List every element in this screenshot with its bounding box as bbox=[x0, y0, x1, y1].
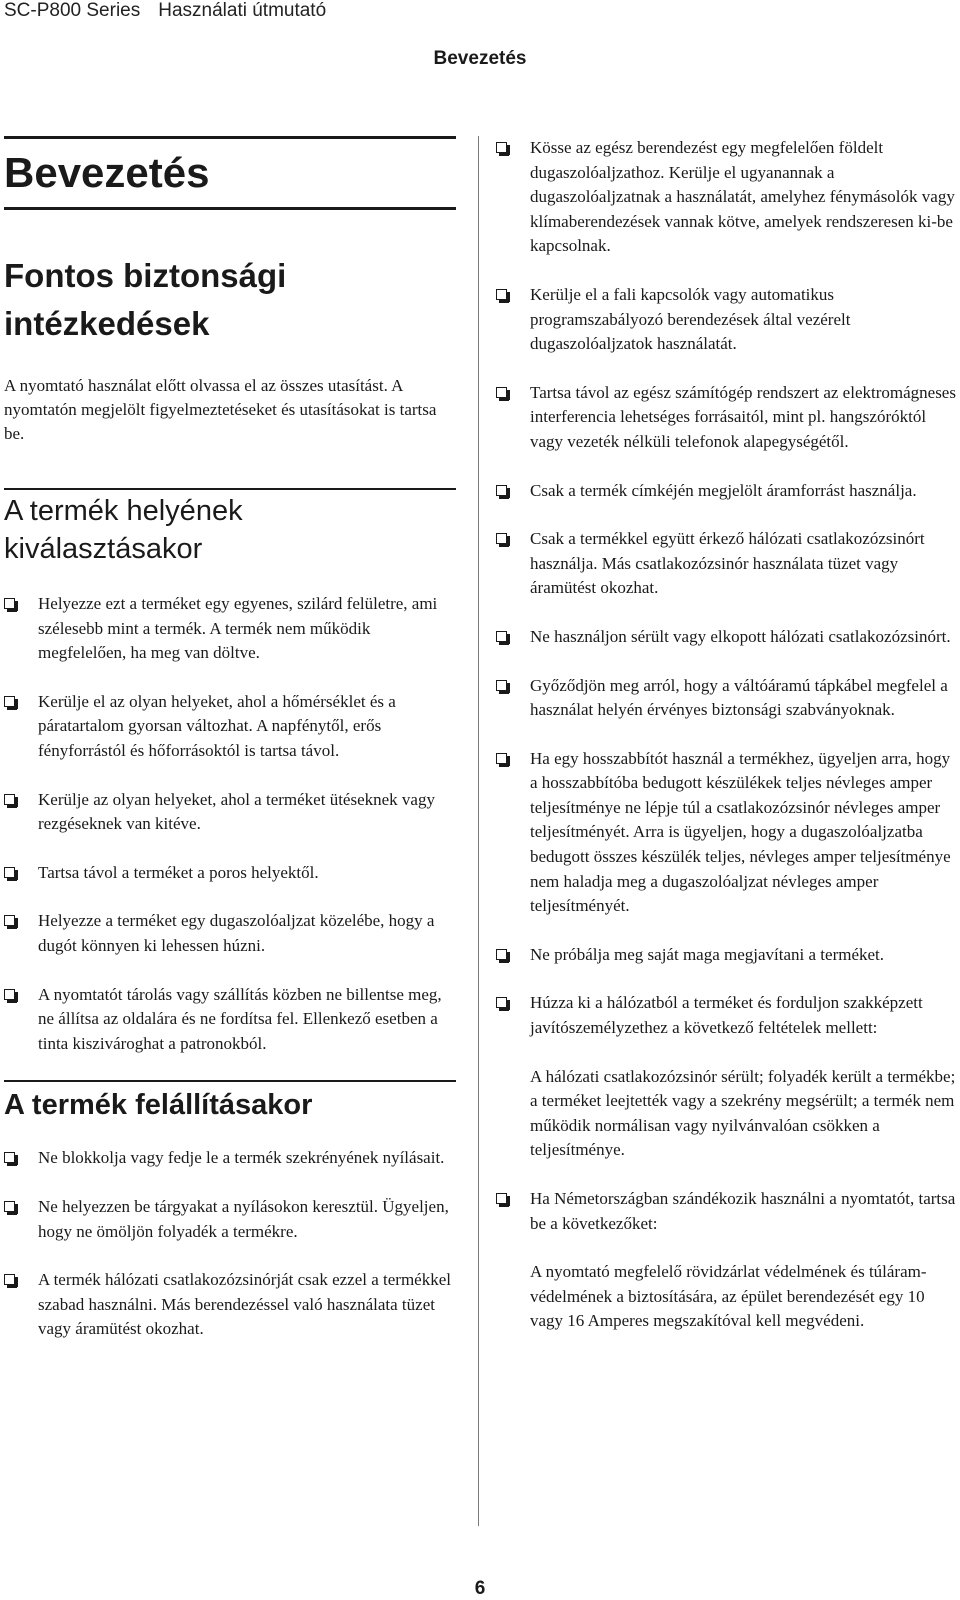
checkbox-bullet-icon bbox=[496, 997, 507, 1008]
checkbox-bullet-icon bbox=[4, 794, 15, 805]
setup-list bbox=[4, 1146, 456, 1342]
checkbox-bullet-icon bbox=[496, 387, 507, 398]
right-column bbox=[496, 136, 956, 1358]
page-number: 6 bbox=[474, 1578, 486, 1599]
list-item: Ne próbálja meg saját maga megjavítani a terméket. bbox=[496, 943, 956, 968]
power-list bbox=[496, 136, 956, 1334]
checkbox-bullet-icon bbox=[4, 867, 15, 878]
checkbox-bullet-icon bbox=[4, 696, 15, 707]
list-item: Kerülje el az olyan helyeket, ahol a hőmérséklet és a páratartalom gyorsan változhat. A napfénytől, erős fényforrástól és hőforrásoktól is tartsa távol. bbox=[4, 690, 456, 764]
list-item: Ne helyezzen be tárgyakat a nyílásokon keresztül. Ügyeljen, hogy ne ömöljön folyadék a termékre. bbox=[4, 1195, 456, 1244]
list-item: Csak a termékkel együtt érkező hálózati csatlakozózsinórt használja. Más csatlakozózsinór használata tüzet vagy áramütést okozhat. bbox=[496, 527, 956, 601]
intro-paragraph: A nyomtató használat előtt olvassa el az összes utasítást. A nyomtatón megjelölt figyelmeztetéseket és utasításokat is tartsa be. bbox=[4, 376, 437, 443]
checkbox-bullet-icon bbox=[4, 1274, 15, 1285]
checkbox-bullet-icon bbox=[496, 949, 507, 960]
checkbox-bullet-icon bbox=[496, 631, 507, 642]
checkbox-bullet-icon bbox=[496, 680, 507, 691]
manual-name: Használati útmutató bbox=[158, 0, 327, 21]
checkbox-bullet-icon bbox=[4, 989, 15, 1000]
column-divider bbox=[478, 136, 479, 1526]
germany-note: A nyomtató megfelelő rövidzárlat védelmének és túláram-védelmének a biztosítására, az épület berendezését egy 10 vagy 16 Amperes megszakítóval kell megvédeni. bbox=[530, 1262, 927, 1331]
list-item: Kösse az egész berendezést egy megfelelően földelt dugaszolóaljzathoz. Kerülje el ugyanannak a dugaszolóaljzatnak a használatát, amelyhez fénymásolók vagy klímaberendezések vannak kötve, amelyek rendszeresen ki-be kapcsolnak. bbox=[496, 136, 956, 259]
list-item: Ha Németországban szándékozik használni a nyomtatót, tartsa be a következőket: A nyomtató megfelelő rövidzárlat védelmének és túláram-védelmének a biztosítására, az épület berendezését egy 10 vagy 16 Amperes megszakítóval kell megvédeni. bbox=[496, 1187, 956, 1334]
left-column bbox=[4, 136, 456, 1366]
section-label: Bevezetés bbox=[433, 48, 527, 69]
checkbox-bullet-icon bbox=[496, 533, 507, 544]
list-item: Győződjön meg arról, hogy a váltóáramú tápkábel megfelel a használat helyén érvényes biztonsági szabványoknak. bbox=[496, 674, 956, 723]
list-item: A termék hálózati csatlakozózsinórját csak ezzel a termékkel szabad használni. Más berendezéssel való használata tüzet vagy áramütést okozhat. bbox=[4, 1268, 456, 1342]
list-item: Ha egy hosszabbítót használ a termékhez, ügyeljen arra, hogy a hosszabbítóba bedugott készülékek teljes névleges amper teljesítménye ne lépje túl a csatlakozózsinór névleges amper teljesítményét. Arra is ügyeljen, hogy a dugaszolóaljzatba bedugott összes készülék teljes, névleges amper teljesítménye nem haladja meg a dugaszolóaljzat névleges amper teljesítményét. bbox=[496, 747, 956, 919]
list-item: Kerülje el a fali kapcsolók vagy automatikus programszabályozó berendezések által vezérelt dugaszolóaljzatok használatát. bbox=[496, 283, 956, 357]
placement-rule bbox=[4, 488, 456, 490]
checkbox-bullet-icon bbox=[4, 598, 15, 609]
list-item: Húzza ki a hálózatból a terméket és forduljon szakképzett javítószemélyzethez a következő feltételek mellett: A hálózati csatlakozózsinór sérült; folyadék került a termékbe; a terméket leejtették vagy a szekrény megsérült; a termék nem működik normálisan vagy nyilvánvalóan csökken a teljesítménye. bbox=[496, 991, 956, 1163]
checkbox-bullet-icon bbox=[496, 1193, 507, 1204]
checkbox-bullet-icon bbox=[4, 1201, 15, 1212]
list-item: A nyomtatót tárolás vagy szállítás közben ne billentse meg, ne állítsa az oldalára és ne fordítsa fel. Ellenkező esetben a tinta kiszivároghat a patronokból. bbox=[4, 983, 456, 1057]
product-name: SC-P800 Series bbox=[4, 0, 141, 21]
list-item: Helyezze a terméket egy dugaszolóaljzat közelébe, hogy a dugót könnyen ki lehessen húzni. bbox=[4, 909, 456, 958]
repair-conditions-note: A hálózati csatlakozózsinór sérült; folyadék került a termékbe; a terméket leejtették vagy a szekrény megsérült; a termék nem működik normálisan vagy nyilvánvalóan csökken a teljesítménye. bbox=[530, 1066, 956, 1160]
list-item: Ne használjon sérült vagy elkopott hálózati csatlakozózsinórt. bbox=[496, 625, 956, 650]
list-item: Helyezze ezt a terméket egy egyenes, szilárd felületre, ami szélesebb mint a termék. A termék nem működik megfelelően, ha meg van döltve. bbox=[4, 592, 456, 666]
checkbox-bullet-icon bbox=[4, 915, 15, 926]
setup-rule bbox=[4, 1080, 456, 1082]
list-item: Ne blokkolja vagy fedje le a termék szekrényének nyílásait. bbox=[4, 1146, 456, 1171]
checkbox-bullet-icon bbox=[496, 289, 507, 300]
list-item: Tartsa távol a terméket a poros helyektől. bbox=[4, 861, 456, 886]
running-header bbox=[4, 0, 326, 22]
checkbox-bullet-icon bbox=[496, 753, 507, 764]
list-item: Tartsa távol az egész számítógép rendszert az elektromágneses interferencia lehetséges forrásaitól, mint pl. hangszóróktól vagy vezeték nélküli telefonok alapegységétől. bbox=[496, 381, 956, 455]
checkbox-bullet-icon bbox=[496, 485, 507, 496]
placement-list bbox=[4, 592, 456, 1056]
setup-title: A termék felállításakor bbox=[4, 1089, 313, 1122]
checkbox-bullet-icon bbox=[4, 1152, 15, 1163]
list-item: Csak a termék címkéjén megjelölt áramforrást használja. bbox=[496, 479, 956, 504]
chapter-title: Bevezetés bbox=[4, 149, 210, 196]
list-item: Kerülje az olyan helyeket, ahol a terméket ütéseknek vagy rezgéseknek van kitéve. bbox=[4, 788, 456, 837]
chapter-rule bbox=[4, 136, 456, 139]
chapter-rule-bottom bbox=[4, 207, 456, 210]
safety-title: Fontos biztonsági intézkedések bbox=[4, 257, 287, 342]
placement-title: A termék helyének kiválasztásakor bbox=[4, 495, 243, 565]
checkbox-bullet-icon bbox=[496, 142, 507, 153]
